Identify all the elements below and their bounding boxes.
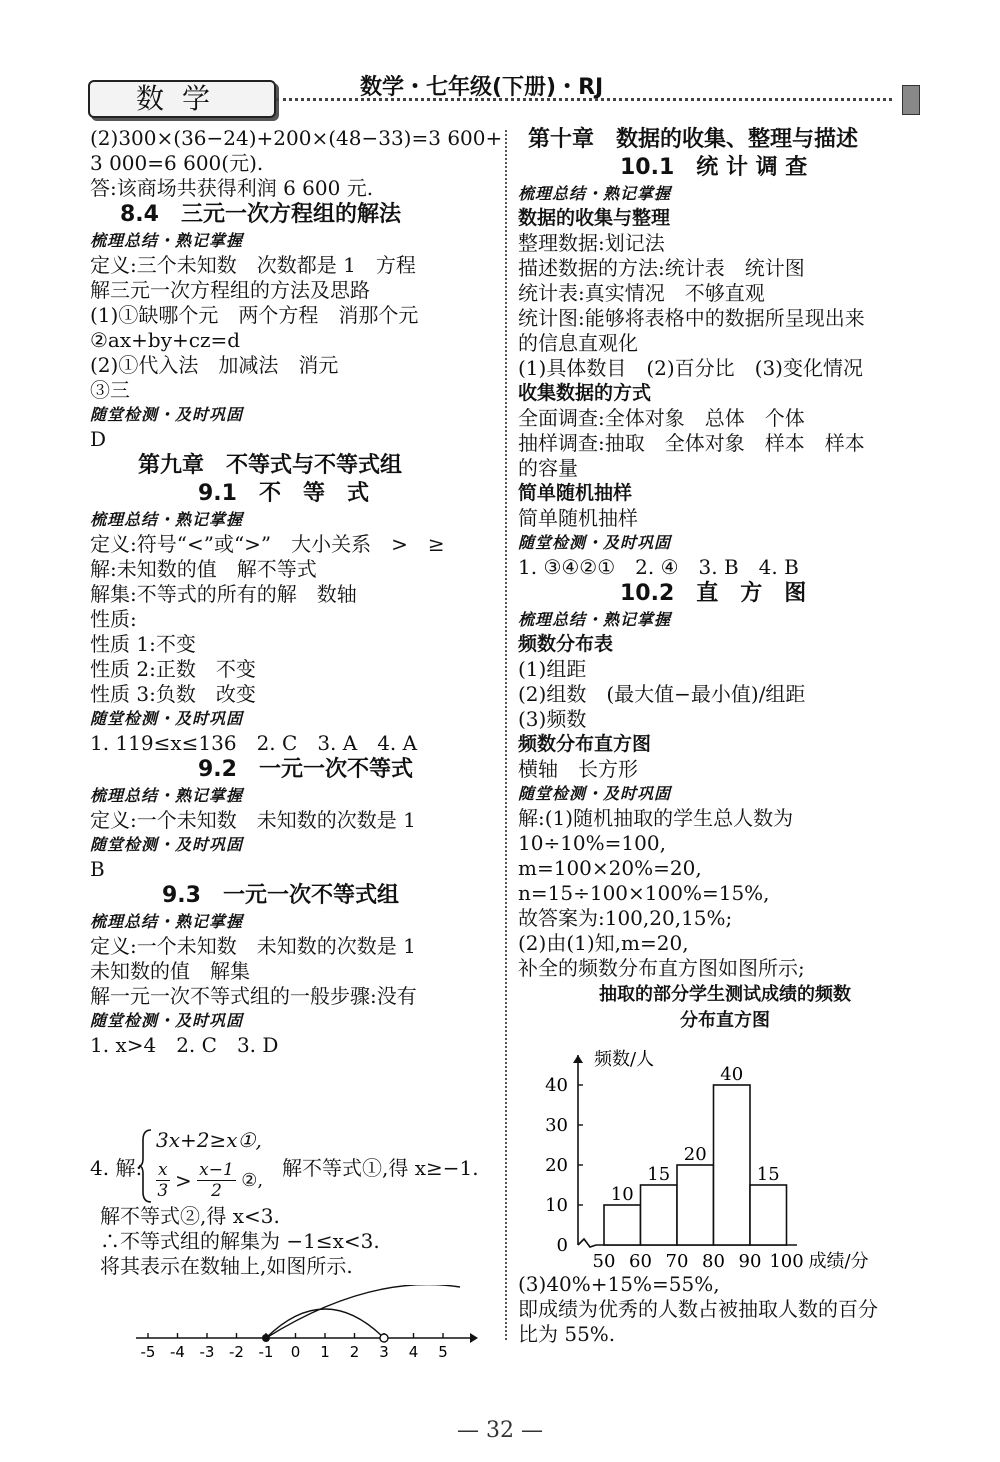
right-line-7: 统计图:能够将表格中的数据所呈现出来 xyxy=(518,306,865,330)
after-chart-text xyxy=(518,1272,928,1347)
right-line-16: 随堂检测・及时巩固 xyxy=(518,533,672,552)
page-number: — 32 — xyxy=(457,1418,543,1443)
number-line-label: 2 xyxy=(349,1343,360,1360)
right-column xyxy=(518,126,928,981)
left-line-28: 随堂检测・及时巩固 xyxy=(90,835,244,854)
q4-eq2 xyxy=(156,1160,263,1201)
right-line-8: 的信息直观化 xyxy=(518,331,638,355)
left-line-15: 梳理总结・熟记掌握 xyxy=(90,510,244,529)
left-line-16: 定义:符号“<”或“>” 大小关系 > ≥ xyxy=(90,532,445,556)
header-divider xyxy=(276,98,892,101)
number-line-label: 0 xyxy=(290,1343,301,1360)
left-line-0: (2)300×(36−24)+200×(48−33)=3 600+ xyxy=(90,126,503,150)
left-line-2: 答:该商场共获得利润 6 600 元. xyxy=(90,176,374,200)
right-line-4: 整理数据:划记法 xyxy=(518,231,665,255)
bar xyxy=(714,1085,751,1245)
x-tick-label: 80 xyxy=(702,1251,725,1272)
column-divider xyxy=(505,130,507,1340)
y-tick-label: 10 xyxy=(545,1195,568,1216)
right-line-22: (2)组数 (最大值−最小值)/组距 xyxy=(518,682,806,706)
right-line-12: 抽样调查:抽取 全体对象 样本 样本 xyxy=(518,431,865,455)
left-line-23: 随堂检测・及时巩固 xyxy=(90,709,244,728)
left-line-20: 性质 1:不变 xyxy=(90,632,196,656)
q4-line-3: ∴不等式组的解集为 −1≤x<3. xyxy=(100,1229,380,1253)
x-tick-label: 70 xyxy=(665,1251,689,1272)
bar-value-label: 15 xyxy=(756,1164,780,1185)
y-tick-label: 20 xyxy=(545,1155,568,1176)
left-column xyxy=(90,126,503,1058)
bar xyxy=(750,1185,787,1245)
x-tick-label: 60 xyxy=(629,1251,652,1272)
bar-value-label: 20 xyxy=(683,1144,707,1165)
x-tick-label: 90 xyxy=(738,1251,762,1272)
left-line-12: D xyxy=(90,427,107,451)
y-tick-label: 0 xyxy=(556,1235,568,1256)
after-chart-line-1: (3)40%+15%=55%, xyxy=(518,1272,720,1296)
x-axis-label: 成绩/分 xyxy=(808,1251,869,1272)
left-line-35: 随堂检测・及时巩固 xyxy=(90,1011,244,1030)
bar xyxy=(604,1205,641,1245)
bar-value-label: 10 xyxy=(610,1184,634,1205)
left-line-11: 随堂检测・及时巩固 xyxy=(90,405,244,424)
question-4-solution xyxy=(90,1128,500,1279)
right-line-6: 统计表:真实情况 不够直观 xyxy=(518,281,765,305)
q4-line-2: 解不等式②,得 x<3. xyxy=(100,1204,280,1228)
left-line-13: 第九章 不等式与不等式组 xyxy=(138,453,403,478)
x-tick-label: 50 xyxy=(592,1251,616,1272)
left-line-27: 定义:一个未知数 未知数的次数是 1 xyxy=(90,808,416,832)
q4-frac2-den: 2 xyxy=(211,1181,222,1201)
axis-arrow xyxy=(470,1333,478,1343)
q4-frac2-num: x−1 xyxy=(199,1160,234,1180)
number-line-label: 4 xyxy=(408,1343,419,1360)
left-line-17: 解:未知数的值 解不等式 xyxy=(90,557,317,581)
q4-gt: > xyxy=(175,1168,192,1193)
right-line-28: 10÷10%=100, xyxy=(518,831,666,855)
q4-after: 解不等式①,得 x≥−1. xyxy=(282,1156,479,1180)
left-line-22: 性质 3:负数 改变 xyxy=(90,682,256,706)
left-line-26: 梳理总结・熟记掌握 xyxy=(90,786,244,805)
subject-badge xyxy=(88,80,276,118)
page-number-value: 32 xyxy=(486,1418,514,1443)
left-line-19: 性质: xyxy=(90,607,137,631)
right-line-32: (2)由(1)知,m=20, xyxy=(518,931,689,955)
left-line-36: 1. x>4 2. C 3. D xyxy=(90,1033,279,1057)
right-line-14: 简单随机抽样 xyxy=(518,482,633,504)
left-line-6: 解三元一次方程组的方法及思路 xyxy=(90,278,370,302)
right-line-27: 解:(1)随机抽取的学生总人数为 xyxy=(518,806,794,830)
chart-title xyxy=(535,982,915,1034)
right-line-5: 描述数据的方法:统计表 统计图 xyxy=(518,256,805,280)
left-line-24: 1. 119≤x≤136 2. C 3. A 4. A xyxy=(90,731,418,755)
left-line-34: 解一元一次不等式组的一般步骤:没有 xyxy=(90,984,417,1008)
y-tick-label: 40 xyxy=(545,1075,568,1096)
left-line-10: ③三 xyxy=(90,378,130,402)
right-line-18: 10.2 直 方 图 xyxy=(620,581,807,606)
number-line-label: -3 xyxy=(199,1343,215,1360)
number-line xyxy=(130,1285,480,1360)
right-line-17: 1. ③④②① 2. ④ 3. B 4. B xyxy=(518,555,799,579)
left-line-14: 9.1 不 等 式 xyxy=(198,481,369,506)
right-line-0: 第十章 数据的收集、整理与描述 xyxy=(528,127,859,152)
right-line-15: 简单随机抽样 xyxy=(518,506,638,530)
left-line-30: 9.3 一元一次不等式组 xyxy=(162,883,399,908)
number-line-label: -4 xyxy=(170,1343,185,1360)
q4-eq1: 3x+2≥x①, xyxy=(156,1128,262,1152)
left-line-5: 定义:三个未知数 次数都是 1 方程 xyxy=(90,253,416,277)
chart-title-line-1: 抽取的部分学生测试成绩的频数 xyxy=(599,984,851,1005)
q4-mark: ②, xyxy=(241,1170,264,1191)
right-line-21: (1)组距 xyxy=(518,657,587,681)
number-line-label: -1 xyxy=(258,1343,274,1360)
left-line-32: 定义:一个未知数 未知数的次数是 1 xyxy=(90,934,416,958)
right-line-3: 数据的收集与整理 xyxy=(518,207,671,229)
number-line-label: 3 xyxy=(379,1343,389,1360)
right-line-24: 频数分布直方图 xyxy=(518,733,652,755)
x-tick-label: 100 xyxy=(769,1251,804,1272)
number-line-label: 1 xyxy=(320,1343,330,1360)
bar-value-label: 40 xyxy=(720,1064,744,1085)
left-line-4: 梳理总结・熟记掌握 xyxy=(90,231,244,250)
y-axis-arrow xyxy=(573,1055,583,1063)
right-line-10: 收集数据的方式 xyxy=(518,382,652,404)
number-line-label: 5 xyxy=(438,1343,448,1360)
after-chart-line-3: 比为 55%. xyxy=(518,1322,616,1346)
q4-frac1-den: 3 xyxy=(157,1181,169,1201)
left-line-7: (1)①缺哪个元 两个方程 消那个元 xyxy=(90,303,419,327)
chart-title-line-2: 分布直方图 xyxy=(680,1010,770,1031)
after-chart-line-2: 即成绩为优秀的人数占被抽取人数的百分 xyxy=(518,1297,878,1321)
right-line-25: 横轴 长方形 xyxy=(518,757,638,781)
left-line-21: 性质 2:正数 不变 xyxy=(90,657,256,681)
left-line-29: B xyxy=(90,857,105,881)
system-brace xyxy=(138,1128,154,1204)
arc-to-3 xyxy=(266,1285,460,1338)
y-tick-label: 30 xyxy=(545,1115,568,1136)
right-line-19: 梳理总结・熟记掌握 xyxy=(518,610,672,629)
left-line-8: ②ax+by+cz=d xyxy=(90,328,241,352)
left-line-9: (2)①代入法 加减法 消元 xyxy=(90,353,339,377)
number-line-label: -5 xyxy=(140,1343,156,1360)
q4-frac1-num: x xyxy=(158,1160,168,1180)
right-line-26: 随堂检测・及时巩固 xyxy=(518,784,672,803)
right-line-9: (1)具体数目 (2)百分比 (3)变化情况 xyxy=(518,356,863,380)
right-line-23: (3)频数 xyxy=(518,707,587,731)
bar xyxy=(677,1165,714,1245)
histogram xyxy=(540,1035,910,1275)
q4-line-4: 将其表示在数轴上,如图所示. xyxy=(100,1254,353,1278)
q4-lead: 4. 解: xyxy=(90,1156,143,1180)
left-line-1: 3 000=6 600(元). xyxy=(90,151,264,175)
closed-dot-minus-1 xyxy=(262,1334,270,1342)
number-line-label: -2 xyxy=(229,1343,244,1360)
y-axis-label: 频数/人 xyxy=(594,1049,655,1070)
left-line-25: 9.2 一元一次不等式 xyxy=(198,757,413,782)
bar-value-label: 15 xyxy=(647,1164,671,1185)
subject-label: 数学 xyxy=(135,82,228,115)
right-line-30: n=15÷100×100%=15%, xyxy=(518,881,770,905)
right-line-20: 频数分布表 xyxy=(518,633,614,655)
open-dot-3 xyxy=(380,1334,388,1342)
header-title: 数学・七年级(下册)・RJ xyxy=(360,75,604,100)
left-line-31: 梳理总结・熟记掌握 xyxy=(90,912,244,931)
right-line-31: 故答案为:100,20,15%; xyxy=(518,906,733,930)
left-line-33: 未知数的值 解集 xyxy=(90,959,250,983)
right-line-33: 补全的频数分布直方图如图所示; xyxy=(518,956,805,980)
left-line-18: 解集:不等式的所有的解 数轴 xyxy=(90,582,357,606)
right-line-11: 全面调查:全体对象 总体 个体 xyxy=(518,406,805,430)
right-line-29: m=100×20%=20, xyxy=(518,856,702,880)
page-tab-marker xyxy=(902,85,920,115)
right-line-1: 10.1 统 计 调 查 xyxy=(620,155,808,180)
right-line-2: 梳理总结・熟记掌握 xyxy=(518,184,672,203)
right-line-13: 的容量 xyxy=(518,456,578,480)
bar xyxy=(641,1185,678,1245)
left-line-3: 8.4 三元一次方程组的解法 xyxy=(120,202,401,227)
